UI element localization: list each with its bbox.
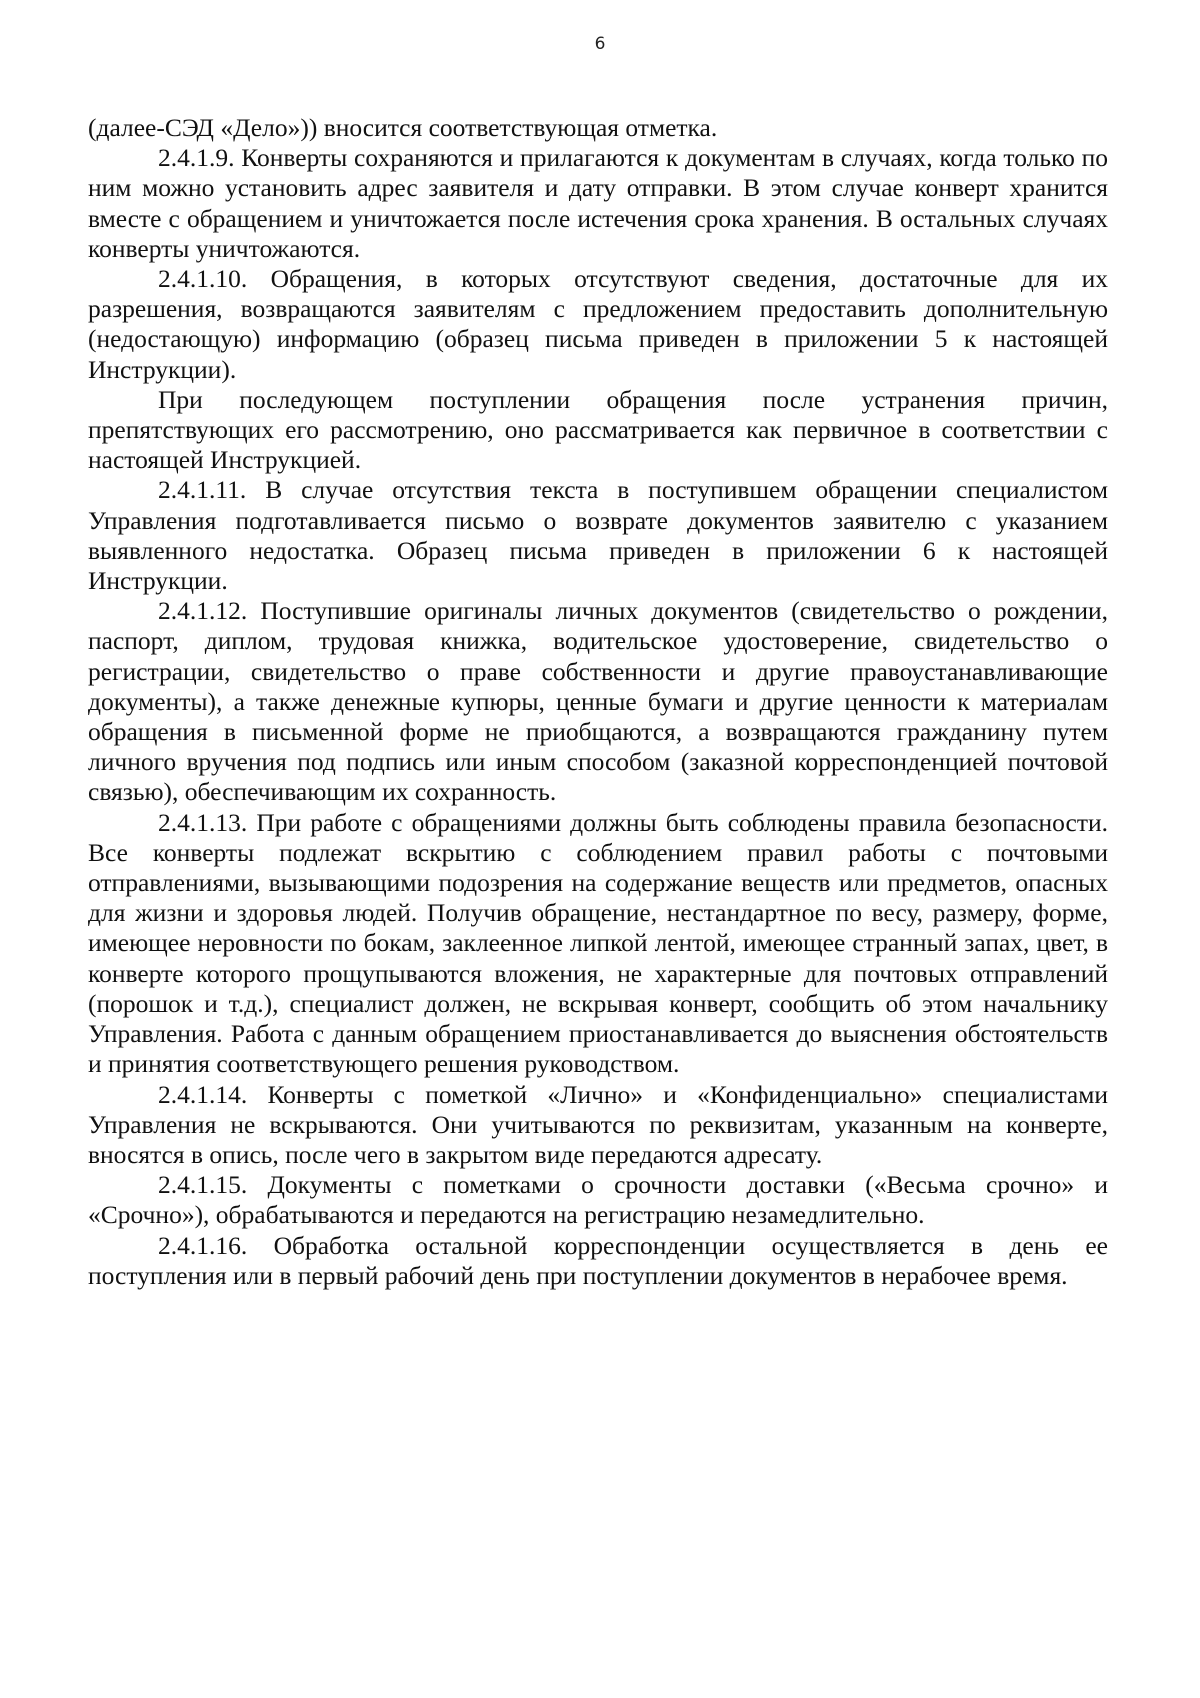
paragraph-2-4-1-14: 2.4.1.14. Конверты с пометкой «Лично» и «Конфиденциально» специалистами Управления не вскрываются. Они учитываются по реквизитам, указанным на конверте, вносятся в опись, после чего в закрытом виде передаются адресату. [88,1079,1108,1169]
paragraph-2-4-1-16: 2.4.1.16. Обработка остальной корреспонденции осуществляется в день ее поступления или в первый рабочий день при поступлении документов в нерабочее время. [88,1230,1108,1290]
paragraph-2-4-1-12: 2.4.1.12. Поступившие оригиналы личных документов (свидетельство о рождении, паспорт, диплом, трудовая книжка, водительское удостоверение, свидетельство о регистрации, свидетельство о праве собственности и другие правоустанавливающие документы), а также денежные купюры, ценные бумаги и другие ценности к материалам обращения в письменной форме не приобщаются, а возвращаются гражданину путем личного вручения под подпись или иным способом (заказной корреспонденцией почтовой связью), обеспечивающим их сохранность. [88,596,1108,807]
paragraph-continuation: (далее-СЭД «Дело»)) вносится соответствующая отметка. [88,113,718,142]
paragraph-2-4-1-11: 2.4.1.11. В случае отсутствия текста в поступившем обращении специалистом Управления подготавливается письмо о возврате документов заявителю с указанием выявленного недостатка. Образец письма приведен в приложении 6 к настоящей Инструкции. [88,475,1108,596]
paragraph-2-4-1-15: 2.4.1.15. Документы с пометками о срочности доставки («Весьма срочно» и «Срочно»), обрабатываются и передаются на регистрацию незамедлительно. [88,1170,1108,1230]
document-body [88,113,1108,1291]
paragraph-2-4-1-10: 2.4.1.10. Обращения, в которых отсутствуют сведения, достаточные для их разрешения, возвращаются заявителям с предложением предоставить дополнительную (недостающую) информацию (образец письма приведен в приложении 5 к настоящей Инструкции). [88,264,1108,384]
paragraph-2-4-1-9: 2.4.1.9. Конверты сохраняются и прилагаются к документам в случаях, когда только по ним можно установить адрес заявителя и дату отправки. В этом случае конверт хранится вместе с обращением и уничтожается после истечения срока хранения. В остальных случаях конверты уничтожаются. [88,143,1108,263]
paragraph-resubmission: При последующем поступлении обращения после устранения причин, препятствующих его рассмотрению, оно рассматривается как первичное в соответствии с настоящей Инструкцией. [88,384,1108,475]
page-number: 6 [594,34,606,54]
paragraph-2-4-1-13: 2.4.1.13. При работе с обращениями должны быть соблюдены правила безопасности. Все конверты подлежат вскрытию с соблюдением правил работы с почтовыми отправлениями, вызывающими подозрения на содержание веществ или предметов, опасных для жизни и здоровья людей. Получив обращение, нестандартное по весу, размеру, форме, имеющее неровности по бокам, заклеенное липкой лентой, имеющее странный запах, цвет, в конверте которого прощупываются вложения, не характерные для почтовых отправлений (порошок и т.д.), специалист должен, не вскрывая конверт, сообщить об этом начальнику Управления. Работа с данным обращением приостанавливается до выяснения обстоятельств и принятия соответствующего решения руководством. [88,807,1108,1079]
